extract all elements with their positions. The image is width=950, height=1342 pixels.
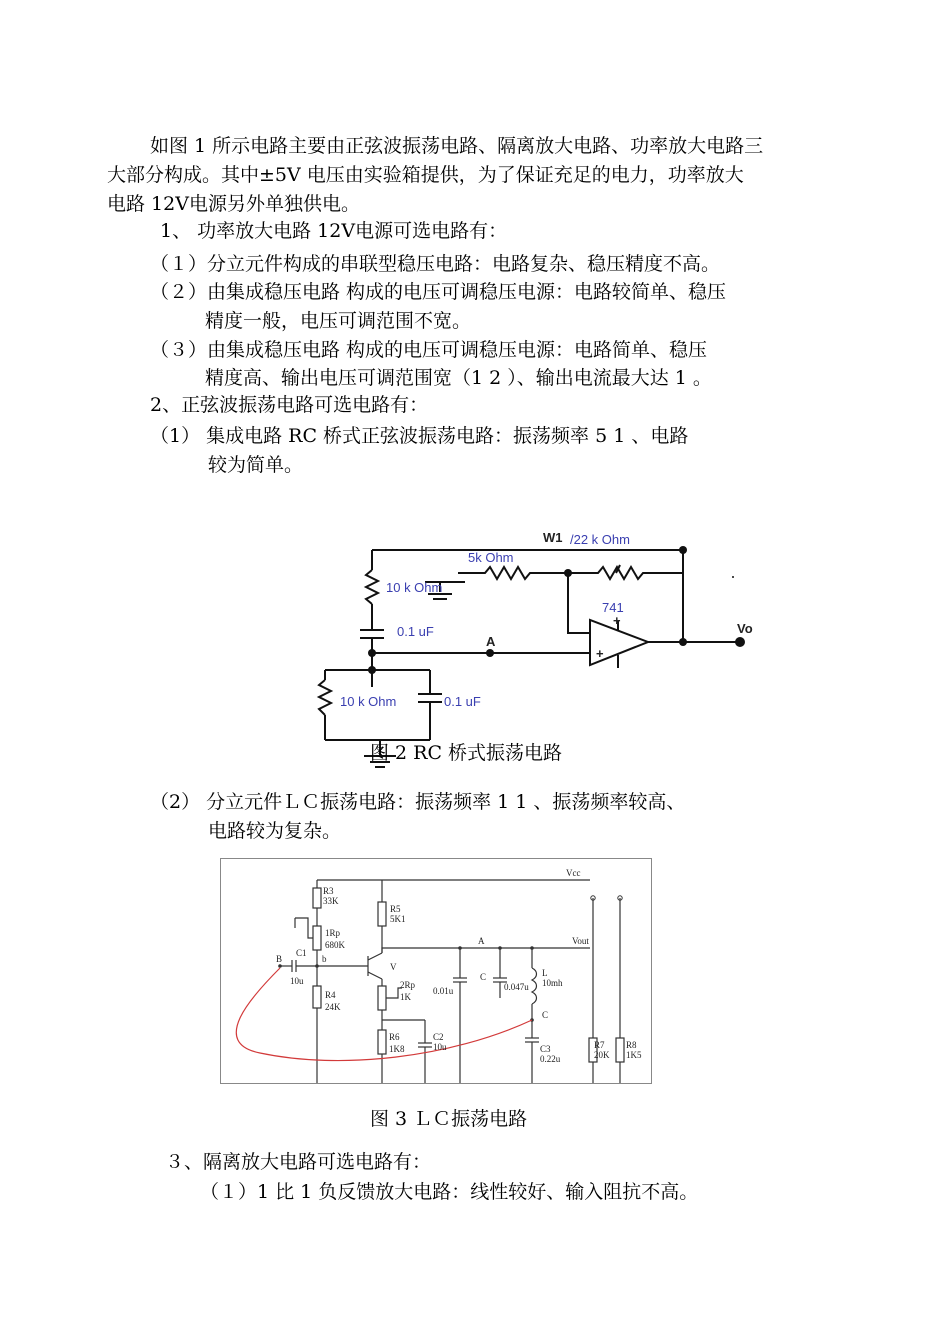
r5-label: R5 [390, 904, 401, 914]
c3-label: C3 [540, 1044, 551, 1054]
c1-label: C1 [296, 948, 307, 958]
c2-label: C2 [433, 1032, 444, 1042]
section2-item1-line2: 较为简单。 [208, 454, 304, 476]
c1-value: 10u [290, 976, 304, 986]
r8-value: 1K5 [626, 1050, 642, 1060]
vout-label: Vout [572, 936, 589, 946]
section3-item1: （１）1 比 1 负反馈放大电路：线性较好、输入阻抗不高。 [200, 1181, 699, 1203]
transistor-label: V [390, 962, 397, 972]
section2-item2-line1: （2） 分立元件ＬＣ振荡电路：振荡频率 1 1 、振荡频率较高、 [150, 791, 686, 813]
fig3-caption: 图 3 ＬＣ振荡电路 [370, 1108, 528, 1130]
c-bottom-label: 0.1 uF [444, 694, 481, 709]
section1-item2-line2: 精度一般，电压可调范围不宽。 [205, 310, 472, 332]
c0047-value: 0.047u [504, 982, 529, 992]
section1-item3-line2: 精度高、输出电压可调范围宽（1 2 ）、输出电流最大达 1 。 [205, 367, 712, 389]
r5k-label: 5k Ohm [468, 550, 514, 565]
lc-oscillator-schematic [220, 858, 652, 1084]
intro-line-2: 大部分构成。其中±5V 电压由实验箱提供，为了保证充足的电力，功率放大 [107, 164, 744, 186]
section1-item2-line1: （２）由集成稳压电路 构成的电压可调稳压电源：电路较简单、稳压 [150, 281, 727, 303]
section1-item1: （１）分立元件构成的串联型稳压电路：电路复杂、稳压精度不高。 [150, 253, 721, 275]
vo-label: Vo [737, 621, 753, 636]
opamp-plus-bottom: + [596, 646, 604, 661]
section1-heading: 1、 功率放大电路 12V电源可选电路有： [160, 220, 508, 242]
r10k-bottom-label: 10 k Ohm [340, 694, 397, 709]
intro-line-3: 电路 12V电源另外单独供电。 [107, 193, 360, 215]
node-a-label: A [486, 634, 496, 649]
r10k-top-label: 10 k Ohm [386, 580, 443, 595]
section3-heading: ３、隔离放大电路可选电路有： [165, 1151, 432, 1173]
opamp-label: 741 [602, 600, 624, 615]
section2-heading: 2、正弦波振荡电路可选电路有： [150, 394, 429, 416]
r4-label: R4 [325, 990, 336, 1000]
w1-label: W1 [543, 530, 563, 545]
c2-value: 10u [433, 1042, 447, 1052]
intro-line-1: 如图 1 所示电路主要由正弦波振荡电路、隔离放大电路、功率放大电路三 [150, 135, 764, 157]
w1-value: /22 k Ohm [570, 532, 630, 547]
c-mid-label: C [480, 972, 487, 982]
r4-value: 24K [325, 1002, 341, 1012]
r3-label: R3 [323, 886, 334, 896]
fig2-caption: 图 2 RC 桥式振荡电路 [370, 742, 563, 764]
l-label: L [542, 968, 548, 978]
r6-label: R6 [389, 1032, 400, 1042]
r3-value: 33K [323, 896, 339, 906]
l-value: 10mh [542, 978, 563, 988]
r7-value: 20K [594, 1050, 610, 1060]
rp1-label: 1Rp [325, 928, 341, 938]
r8-label: R8 [626, 1040, 637, 1050]
c-top-label: 0.1 uF [397, 624, 434, 639]
section2-item2-line2: 电路较为复杂。 [208, 820, 342, 842]
node-a-label: A [478, 936, 485, 946]
r5-value: 5K1 [390, 914, 406, 924]
r7-label: R7 [594, 1040, 605, 1050]
c001-value: 0.01u [433, 986, 454, 996]
r6-value: 1K8 [389, 1044, 405, 1054]
opamp-plus-top: + [613, 613, 621, 628]
rp2-label: 2Rp [400, 980, 416, 990]
section2-item1-line1: （1） 集成电路 RC 桥式正弦波振荡电路：振荡频率 5 1 、电路 [150, 425, 689, 447]
section1-item3-line1: （３）由集成稳压电路 构成的电压可调稳压电源：电路简单、稳压 [150, 339, 708, 361]
c-right-label: C [542, 1010, 549, 1020]
b-small-label: b [322, 954, 327, 964]
rp2-value: 1K [400, 992, 411, 1002]
b-label: B [276, 954, 283, 964]
c3-value: 0.22u [540, 1054, 561, 1064]
vcc-label: Vcc [566, 868, 581, 878]
rp1-value: 680K [325, 940, 345, 950]
